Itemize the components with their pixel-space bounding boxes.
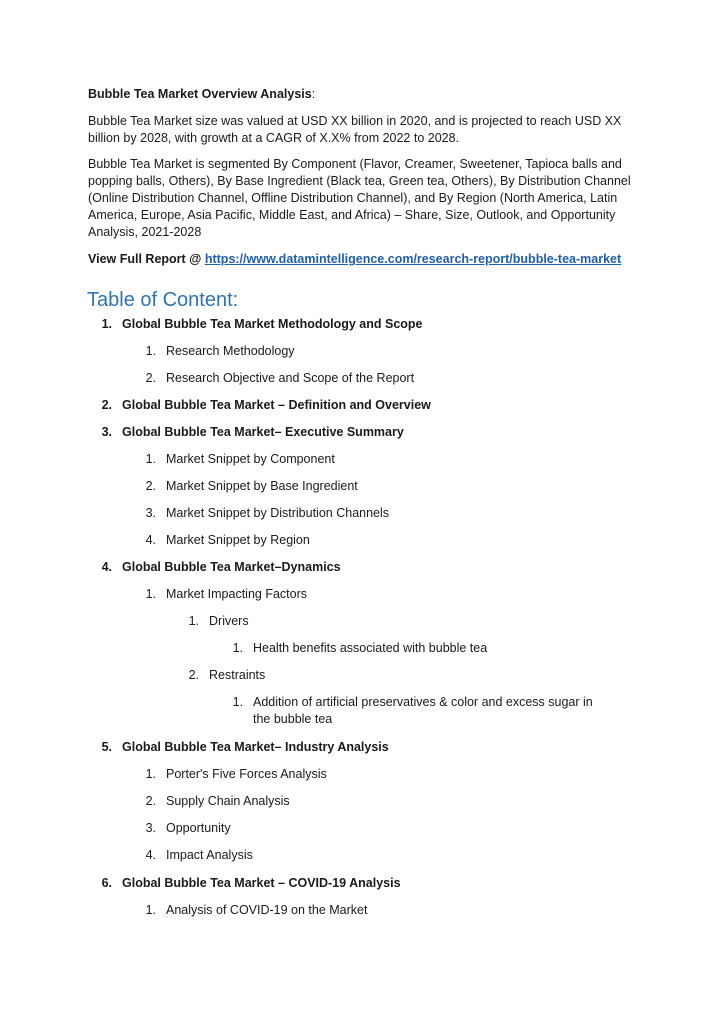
toc-item-4-1-1-1 <box>223 640 603 657</box>
toc-item-number: 1. <box>101 317 112 331</box>
toc-item-5 <box>92 739 389 756</box>
toc-item-text: Opportunity <box>166 821 231 835</box>
toc-item-text: Global Bubble Tea Market – COVID-19 Analysis <box>122 876 401 890</box>
toc-item-text: Market Impacting Factors <box>166 587 308 601</box>
toc-item-4-1-2-1 <box>223 694 603 728</box>
toc-item-text: Porter's Five Forces Analysis <box>166 767 327 781</box>
toc-item-text: Market Snippet by Base Ingredient <box>166 479 358 493</box>
overview-title-colon: : <box>311 87 316 101</box>
toc-item-text: Global Bubble Tea Market–Dynamics <box>122 560 341 574</box>
overview-title-line <box>88 86 636 103</box>
toc-item-number: 1. <box>145 344 156 358</box>
full-report-link[interactable]: https://www.datamintelligence.com/research-report/bubble-tea-market <box>204 252 622 266</box>
toc-item-text: Global Bubble Tea Market Methodology and Scope <box>122 317 423 331</box>
toc-item-text: Global Bubble Tea Market– Executive Summary <box>122 425 404 439</box>
toc-item-3-1 <box>136 451 335 468</box>
toc-item-number: 2. <box>145 794 156 808</box>
toc-item-text: Drivers <box>209 614 249 628</box>
segmentation-paragraph: Bubble Tea Market is segmented By Component (Flavor, Creamer, Sweetener, Tapioca balls and popping balls, Others), By Base Ingredient (Black tea, Green tea, Others), By Distribution Channel (Online Distribution Channel, Offline Distribution Channel), and By Region (North America, Latin America, Europe, Asia Pacific, Middle East, and Africa) – Share, Size, Outlook, and Opportunity Analysis, 2021-2028 <box>88 157 631 239</box>
toc-item-text: Supply Chain Analysis <box>166 794 290 808</box>
toc-item-number: 4. <box>145 533 156 547</box>
toc-item-1 <box>92 316 423 333</box>
toc-item-text: Analysis of COVID-19 on the Market <box>166 903 368 917</box>
toc-item-6-1 <box>136 902 367 919</box>
toc-item-number: 3. <box>101 425 112 439</box>
toc-item-4-1 <box>136 586 307 603</box>
toc-item-text: Research Methodology <box>166 344 295 358</box>
market-size-paragraph: Bubble Tea Market size was valued at USD XX billion in 2020, and is projected to reach USD XX billion by 2028, with growth at a CAGR of X.X% from 2022 to 2028. <box>88 114 622 145</box>
toc-item-text: Market Snippet by Region <box>166 533 310 547</box>
toc-item-4-1-1 <box>179 613 249 630</box>
toc-item-6 <box>92 875 401 892</box>
toc-item-number: 6. <box>101 876 112 890</box>
toc-item-4 <box>92 559 341 576</box>
toc-item-number: 1. <box>145 452 156 466</box>
toc-item-text: Market Snippet by Component <box>166 452 335 466</box>
toc-item-number: 2. <box>145 479 156 493</box>
toc-item-5-2 <box>136 793 290 810</box>
toc-item-number: 1. <box>145 903 156 917</box>
toc-item-3-3 <box>136 505 389 522</box>
toc-item-number: 1. <box>232 695 243 709</box>
toc-item-1-2 <box>136 370 414 387</box>
toc-item-number: 1. <box>188 614 199 628</box>
toc-item-number: 4. <box>145 848 156 862</box>
toc-item-5-4 <box>136 847 253 864</box>
toc-item-text: Global Bubble Tea Market – Definition and Overview <box>122 398 431 412</box>
toc-item-5-1 <box>136 766 327 783</box>
toc-item-number: 3. <box>145 821 156 835</box>
toc-item-number: 4. <box>101 560 112 574</box>
toc-item-number: 2. <box>188 668 199 682</box>
toc-item-3 <box>92 424 404 441</box>
overview-section <box>88 86 636 277</box>
toc-item-4-1-2 <box>179 667 265 684</box>
toc-item-text: Health benefits associated with bubble tea <box>253 641 488 655</box>
toc-item-number: 3. <box>145 506 156 520</box>
toc-item-text: Restraints <box>209 668 266 682</box>
full-report-label: View Full Report @ <box>88 252 205 266</box>
toc-item-1-1 <box>136 343 295 360</box>
toc-item-text: Research Objective and Scope of the Report <box>166 371 415 385</box>
toc-item-number: 1. <box>145 587 156 601</box>
toc-item-text: Market Snippet by Distribution Channels <box>166 506 390 520</box>
toc-item-number: 1. <box>145 767 156 781</box>
toc-item-number: 1. <box>232 641 243 655</box>
toc-item-number: 5. <box>101 740 112 754</box>
toc-item-2 <box>92 397 431 414</box>
toc-item-text: Addition of artificial preservatives & color and excess sugar in the bubble tea <box>253 695 593 726</box>
toc-heading: Table of Content: <box>87 289 239 311</box>
toc-item-3-2 <box>136 478 358 495</box>
toc-item-number: 2. <box>101 398 112 412</box>
full-report-line <box>88 251 636 268</box>
toc-item-number: 2. <box>145 371 156 385</box>
toc-item-5-3 <box>136 820 231 837</box>
toc-item-text: Impact Analysis <box>166 848 253 862</box>
toc-item-text: Global Bubble Tea Market– Industry Analysis <box>122 740 389 754</box>
toc-item-3-4 <box>136 532 310 549</box>
overview-title: Bubble Tea Market Overview Analysis <box>88 87 312 101</box>
